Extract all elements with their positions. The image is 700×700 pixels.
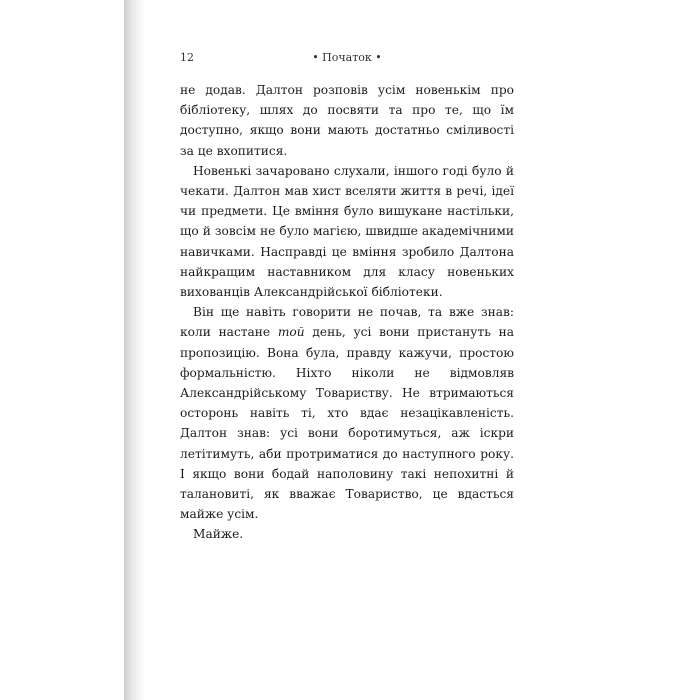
paragraph-1: не додав. Далтон розповів усім новенькім про бібліотеку, шлях до посвяти та про те, що їм доступно, якщо вони мають достатньо сміливості за це вхопитися. bbox=[180, 83, 514, 158]
paragraph-4: Майже. bbox=[193, 527, 244, 542]
page-header bbox=[180, 51, 514, 67]
body-text bbox=[180, 80, 514, 545]
page-edge-shadow bbox=[124, 0, 146, 700]
page-number: 12 bbox=[180, 51, 194, 64]
emphasized-word: той bbox=[277, 325, 305, 340]
paragraph-3-text-after: день, усі вони пристануть на пропозицію. Вона була, правду кажучи, простою формальністю. Ніхто ніколи не відмовляв Александрійському Товариству. Не втримаються осторонь навіть ті, хто вдає незацікавленість. Далтон знав: усі вони боротимуться, аж іскри летітимуть, аби протриматися до наступного року. І якщо вони бодай наполовину такі непохитні й талановиті, як вважає Товариство, це вдасться майже усім. bbox=[180, 325, 514, 522]
running-head: • Початок • bbox=[312, 51, 382, 64]
paragraph-3-text-before: Він ще навіть говорити не почав, та вже знав: коли настане bbox=[180, 305, 514, 340]
paragraph-3 bbox=[180, 302, 514, 524]
paragraph-2: Новенькі зачаровано слухали, іншого годі було й чекати. Далтон мав хист вселяти життя в речі, ідеї чи предмети. Це вміння було вишукане настільки, що й зовсім не було магією, швидше академічними навичками. Насправді це вміння зробило Далтона найкращим наставником для класу новеньких вихованців Александрійської бібліотеки. bbox=[180, 163, 514, 300]
